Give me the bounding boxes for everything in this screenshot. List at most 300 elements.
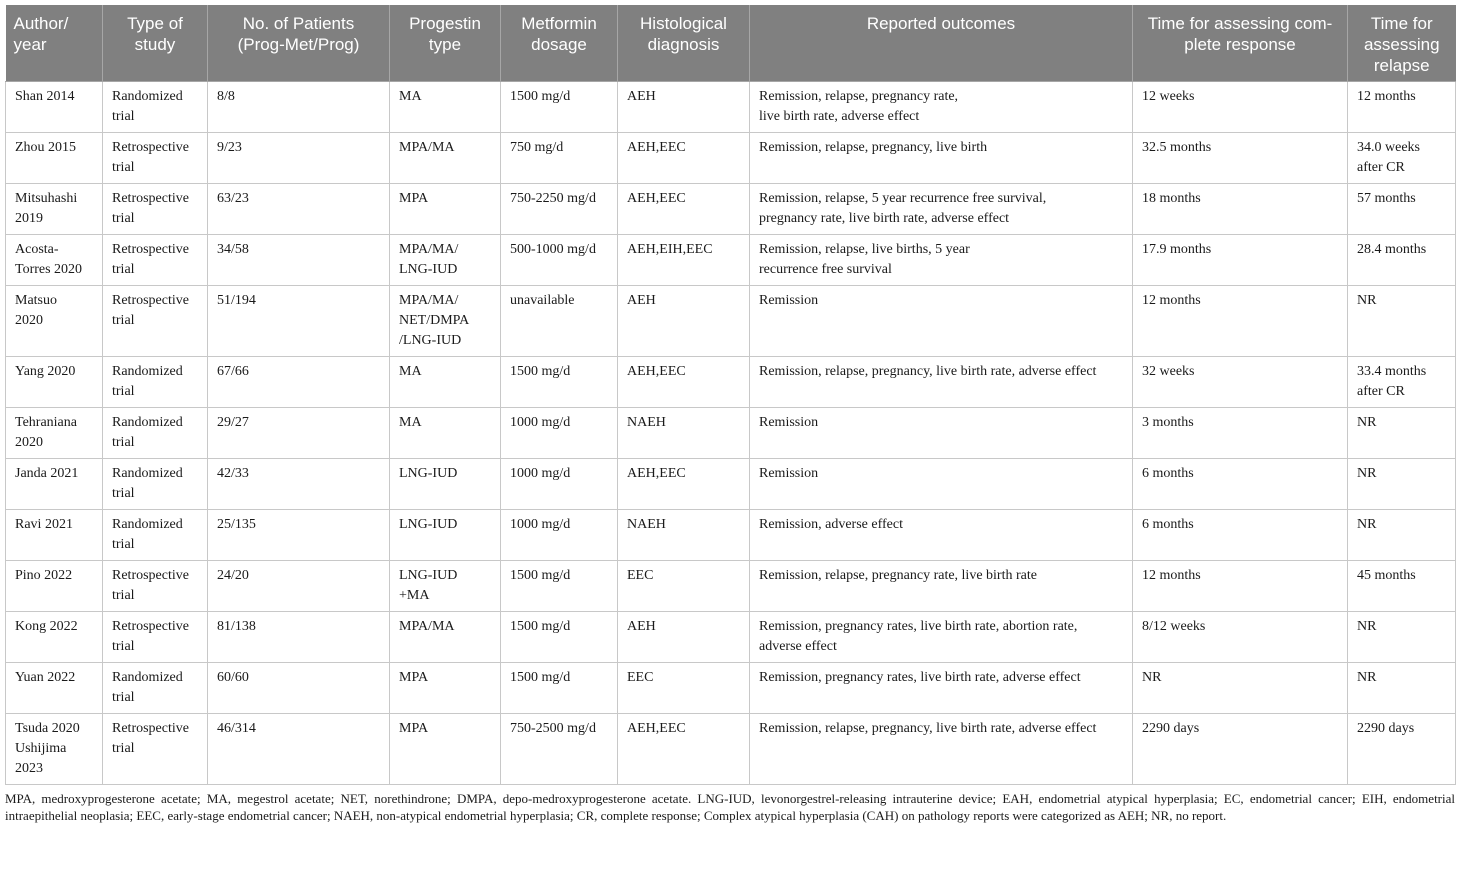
cell-text: 12 months [1142, 568, 1201, 583]
table-container [5, 5, 1455, 824]
cell-text: after CR [1357, 160, 1405, 175]
cell-text: Remission, relapse, pregnancy, live birth rate, adverse effect [759, 364, 1097, 379]
cell-text: MPA/MA [399, 140, 455, 155]
cell-text: Randomized [112, 466, 183, 481]
cell-text: NET/DMPA [399, 313, 470, 328]
column-header [750, 5, 1133, 82]
table-cell [618, 714, 750, 785]
table-row [6, 663, 1456, 714]
cell-text: 12 weeks [1142, 89, 1195, 104]
cell-text: Remission [759, 293, 819, 308]
column-header [501, 5, 618, 82]
table-cell [390, 714, 501, 785]
cell-text: 33.4 months [1357, 364, 1427, 379]
table-cell [501, 286, 618, 357]
column-header-line: Reported outcomes [866, 14, 1016, 33]
table-cell [1133, 286, 1348, 357]
table-cell [1348, 561, 1456, 612]
header-row [6, 5, 1456, 82]
table-cell [501, 184, 618, 235]
column-header-line: Type of [127, 14, 183, 33]
table-cell [208, 184, 390, 235]
cell-text: Remission, relapse, live births, 5 year [759, 242, 970, 257]
table-cell [103, 510, 208, 561]
column-header-line: Time for assessing com- [1147, 14, 1333, 33]
table-cell [750, 663, 1133, 714]
column-header-line: plete response [1184, 35, 1296, 54]
table-cell [1133, 459, 1348, 510]
cell-text: Remission [759, 466, 819, 481]
table-cell [618, 286, 750, 357]
table-row [6, 561, 1456, 612]
cell-text: Yang 2020 [15, 364, 76, 379]
cell-text: LNG-IUD [399, 568, 458, 583]
table-cell [390, 82, 501, 133]
table-cell [750, 184, 1133, 235]
cell-text: AEH [627, 293, 656, 308]
column-header-line: year [13, 35, 47, 54]
table-row [6, 184, 1456, 235]
column-header-line: Histological [640, 14, 727, 33]
table-cell [618, 133, 750, 184]
cell-text: 6 months [1142, 517, 1194, 532]
cell-text: MA [399, 415, 422, 430]
table-cell [208, 286, 390, 357]
cell-text: Tsuda 2020 [15, 721, 80, 736]
cell-text: +MA [399, 588, 430, 603]
cell-text: trial [112, 639, 135, 654]
column-header [6, 5, 103, 82]
cell-text: MPA [399, 670, 429, 685]
table-cell [750, 561, 1133, 612]
cell-text: Retrospective [112, 721, 189, 736]
table-cell [1348, 408, 1456, 459]
column-header-line: diagnosis [647, 35, 720, 54]
table-cell [1348, 235, 1456, 286]
table-cell [750, 459, 1133, 510]
table-row [6, 286, 1456, 357]
cell-text: Randomized [112, 364, 183, 379]
cell-text: 2020 [15, 435, 43, 450]
cell-text: 32 weeks [1142, 364, 1195, 379]
column-header [103, 5, 208, 82]
table-cell [618, 357, 750, 408]
cell-text: 81/138 [217, 619, 256, 634]
cell-text: NAEH [627, 517, 666, 532]
table-cell [750, 510, 1133, 561]
table-cell [1133, 510, 1348, 561]
cell-text: NR [1357, 670, 1377, 685]
table-cell [6, 714, 103, 785]
table-row [6, 235, 1456, 286]
cell-text: AEH,EEC [627, 140, 686, 155]
table-cell [1133, 408, 1348, 459]
cell-text: 2290 days [1142, 721, 1200, 736]
cell-text: AEH,EIH,EEC [627, 242, 713, 257]
cell-text: LNG-IUD [399, 466, 458, 481]
cell-text: Randomized [112, 89, 183, 104]
column-header [208, 5, 390, 82]
table-cell [501, 408, 618, 459]
cell-text: AEH [627, 619, 656, 634]
column-header-line: dosage [531, 35, 587, 54]
cell-text: Pino 2022 [15, 568, 73, 583]
table-cell [103, 561, 208, 612]
column-header-line: assessing [1363, 35, 1440, 54]
cell-text: 60/60 [217, 670, 249, 685]
cell-text: AEH [627, 89, 656, 104]
cell-text: 25/135 [217, 517, 256, 532]
table-cell [103, 82, 208, 133]
cell-text: trial [112, 588, 135, 603]
cell-text: Retrospective [112, 619, 189, 634]
table-cell [1133, 235, 1348, 286]
cell-text: 2019 [15, 211, 43, 226]
cell-text: trial [112, 109, 135, 124]
cell-text: Remission, relapse, pregnancy, live birth rate, adverse effect [759, 721, 1097, 736]
table-cell [501, 133, 618, 184]
cell-text: Ravi 2021 [15, 517, 73, 532]
table-cell [103, 714, 208, 785]
table-cell [750, 286, 1133, 357]
cell-text: 24/20 [217, 568, 249, 583]
column-header-line: Progestin [409, 14, 481, 33]
table-cell [618, 235, 750, 286]
cell-text: Remission, pregnancy rates, live birth rate, abortion rate, [759, 619, 1078, 634]
table-cell [750, 357, 1133, 408]
cell-text: 63/23 [217, 191, 249, 206]
table-cell [390, 286, 501, 357]
cell-text: 750 mg/d [510, 140, 564, 155]
table-cell [390, 459, 501, 510]
column-header-line: (Prog-Met/Prog) [237, 35, 360, 54]
column-header [618, 5, 750, 82]
cell-text: 18 months [1142, 191, 1201, 206]
cell-text: 750-2500 mg/d [510, 721, 596, 736]
cell-text: Mitsuhashi [15, 191, 78, 206]
table-cell [1348, 612, 1456, 663]
table-cell [6, 82, 103, 133]
table-cell [618, 510, 750, 561]
column-header-line: study [134, 35, 176, 54]
column-header [390, 5, 501, 82]
cell-text: 67/66 [217, 364, 249, 379]
cell-text: 9/23 [217, 140, 242, 155]
cell-text: Retrospective [112, 140, 189, 155]
table-cell [1133, 357, 1348, 408]
table-cell [390, 184, 501, 235]
cell-text: Retrospective [112, 242, 189, 257]
cell-text: trial [112, 690, 135, 705]
table-row [6, 459, 1456, 510]
cell-text: MPA [399, 721, 429, 736]
cell-text: 8/8 [217, 89, 235, 104]
cell-text: 42/33 [217, 466, 249, 481]
table-cell [6, 612, 103, 663]
cell-text: LNG-IUD [399, 517, 458, 532]
table-row [6, 133, 1456, 184]
cell-text: Acosta- [15, 242, 59, 257]
table-cell [750, 82, 1133, 133]
cell-text: unavailable [510, 293, 575, 308]
cell-text: AEH,EEC [627, 364, 686, 379]
cell-text: Remission, relapse, pregnancy, live birth [759, 140, 988, 155]
table-cell [6, 235, 103, 286]
table-cell [750, 235, 1133, 286]
cell-text: 2020 [15, 313, 43, 328]
table-cell [6, 184, 103, 235]
cell-text: Zhou 2015 [15, 140, 77, 155]
table-row [6, 82, 1456, 133]
cell-text: trial [112, 211, 135, 226]
table-cell [390, 612, 501, 663]
column-header [1133, 5, 1348, 82]
table-row [6, 510, 1456, 561]
cell-text: AEH,EEC [627, 466, 686, 481]
cell-text: trial [112, 262, 135, 277]
column-header-line: No. of Patients [242, 14, 355, 33]
cell-text: /LNG-IUD [399, 333, 462, 348]
table-cell [618, 663, 750, 714]
column-header-line: Author/ [13, 14, 69, 33]
table-cell [501, 612, 618, 663]
cell-text: NR [1357, 415, 1377, 430]
cell-text: 12 months [1357, 89, 1416, 104]
cell-text: trial [112, 435, 135, 450]
studies-table [5, 5, 1456, 785]
table-row [6, 714, 1456, 785]
cell-text: Remission [759, 415, 819, 430]
cell-text: Randomized [112, 517, 183, 532]
cell-text: Tehraniana [15, 415, 77, 430]
table-cell [1348, 510, 1456, 561]
cell-text: Ushijima [15, 741, 67, 756]
table-cell [618, 82, 750, 133]
cell-text: trial [112, 384, 135, 399]
table-cell [1133, 663, 1348, 714]
cell-text: MPA/MA/ [399, 242, 459, 257]
table-cell [103, 184, 208, 235]
table-cell [501, 510, 618, 561]
column-header-line: type [428, 35, 462, 54]
cell-text: adverse effect [759, 639, 837, 654]
column-header-line: relapse [1373, 56, 1430, 75]
table-cell [1348, 82, 1456, 133]
cell-text: 34/58 [217, 242, 249, 257]
table-cell [208, 663, 390, 714]
cell-text: 32.5 months [1142, 140, 1212, 155]
cell-text: 750-2250 mg/d [510, 191, 596, 206]
cell-text: trial [112, 741, 135, 756]
table-cell [103, 612, 208, 663]
cell-text: 1500 mg/d [510, 670, 571, 685]
cell-text: NR [1357, 466, 1377, 481]
cell-text: Remission, relapse, 5 year recurrence free survival, [759, 191, 1047, 206]
table-cell [6, 561, 103, 612]
table-cell [1133, 561, 1348, 612]
table-cell [6, 286, 103, 357]
table-cell [501, 663, 618, 714]
cell-text: 1000 mg/d [510, 517, 571, 532]
column-header-line: Metformin [521, 14, 597, 33]
table-cell [390, 357, 501, 408]
cell-text: 29/27 [217, 415, 249, 430]
table-cell [1133, 612, 1348, 663]
cell-text: 12 months [1142, 293, 1201, 308]
table-cell [208, 612, 390, 663]
table-cell [1348, 184, 1456, 235]
cell-text: NAEH [627, 415, 666, 430]
cell-text: Retrospective [112, 568, 189, 583]
cell-text: after CR [1357, 384, 1405, 399]
table-cell [618, 612, 750, 663]
cell-text: Kong 2022 [15, 619, 78, 634]
cell-text: Retrospective [112, 293, 189, 308]
cell-text: EEC [627, 568, 654, 583]
cell-text: MA [399, 364, 422, 379]
table-cell [208, 133, 390, 184]
cell-text: Janda 2021 [15, 466, 79, 481]
cell-text: MPA/MA/ [399, 293, 459, 308]
table-body [6, 82, 1456, 785]
cell-text: Shan 2014 [15, 89, 75, 104]
cell-text: Remission, pregnancy rates, live birth rate, adverse effect [759, 670, 1081, 685]
cell-text: 34.0 weeks [1357, 140, 1420, 155]
table-cell [390, 510, 501, 561]
cell-text: Remission, relapse, pregnancy rate, [759, 89, 959, 104]
table-cell [208, 82, 390, 133]
table-cell [103, 357, 208, 408]
table-cell [1348, 133, 1456, 184]
table-cell [208, 561, 390, 612]
table-cell [6, 459, 103, 510]
cell-text: Remission, relapse, pregnancy rate, live birth rate [759, 568, 1037, 583]
cell-text: 57 months [1357, 191, 1416, 206]
table-cell [1133, 714, 1348, 785]
table-cell [501, 561, 618, 612]
cell-text: pregnancy rate, live birth rate, adverse effect [759, 211, 1010, 226]
table-cell [208, 459, 390, 510]
cell-text: Torres 2020 [15, 262, 83, 277]
table-footnote: MPA, medroxyprogesterone acetate; MA, megestrol acetate; NET, norethindrone; DMPA, depo-medroxyprogesterone acetate. LNG-IUD, levonorgestrel-releasing intrauterine device; EAH, endometrial atypical hyperplasia; EC, endometrial cancer; EIH, endometrial intraepithelial neoplasia; EEC, early-stage endometrial cancer; NAEH, non-atypical endometrial hyperplasia; CR, complete response; Complex atypical hyperplasia (CAH) on pathology reports were categorized as AEH; NR, no report. [5, 791, 1455, 823]
cell-text: trial [112, 537, 135, 552]
cell-text: Randomized [112, 415, 183, 430]
table-cell [750, 408, 1133, 459]
cell-text: 6 months [1142, 466, 1194, 481]
table-row [6, 408, 1456, 459]
cell-text: 28.4 months [1357, 242, 1427, 257]
table-cell [208, 510, 390, 561]
table-cell [208, 235, 390, 286]
cell-text: 1500 mg/d [510, 89, 571, 104]
column-header-line: Time for [1370, 14, 1433, 33]
cell-text: Randomized [112, 670, 183, 685]
table-cell [6, 663, 103, 714]
table-row [6, 612, 1456, 663]
table-cell [103, 235, 208, 286]
cell-text: NR [1142, 670, 1162, 685]
cell-text: live birth rate, adverse effect [759, 109, 920, 124]
table-cell [6, 408, 103, 459]
table-cell [208, 714, 390, 785]
cell-text: MPA/MA [399, 619, 455, 634]
table-cell [1348, 663, 1456, 714]
cell-text: recurrence free survival [759, 262, 892, 277]
cell-text: 2290 days [1357, 721, 1415, 736]
table-cell [1348, 286, 1456, 357]
cell-text: Yuan 2022 [15, 670, 76, 685]
table-cell [390, 133, 501, 184]
table-cell [501, 459, 618, 510]
cell-text: 500-1000 mg/d [510, 242, 596, 257]
table-cell [6, 133, 103, 184]
cell-text: 17.9 months [1142, 242, 1212, 257]
table-cell [208, 408, 390, 459]
table-cell [501, 357, 618, 408]
table-cell [6, 357, 103, 408]
table-cell [750, 133, 1133, 184]
table-cell [103, 133, 208, 184]
cell-text: Retrospective [112, 191, 189, 206]
table-cell [618, 459, 750, 510]
table-cell [103, 408, 208, 459]
cell-text: NR [1357, 619, 1377, 634]
cell-text: EEC [627, 670, 654, 685]
cell-text: NR [1357, 293, 1377, 308]
cell-text: 51/194 [217, 293, 256, 308]
cell-text: MA [399, 89, 422, 104]
table-cell [618, 184, 750, 235]
table-cell [501, 82, 618, 133]
table-cell [501, 235, 618, 286]
table-cell [103, 286, 208, 357]
table-cell [501, 714, 618, 785]
table-row [6, 357, 1456, 408]
table-cell [390, 235, 501, 286]
cell-text: MPA [399, 191, 429, 206]
table-cell [750, 714, 1133, 785]
cell-text: 45 months [1357, 568, 1416, 583]
cell-text: trial [112, 160, 135, 175]
cell-text: 8/12 weeks [1142, 619, 1206, 634]
cell-text: Matsuo [15, 293, 57, 308]
cell-text: trial [112, 313, 135, 328]
table-cell [618, 561, 750, 612]
cell-text: 1000 mg/d [510, 466, 571, 481]
cell-text: AEH,EEC [627, 191, 686, 206]
cell-text: 46/314 [217, 721, 256, 736]
cell-text: 3 months [1142, 415, 1194, 430]
cell-text: LNG-IUD [399, 262, 458, 277]
table-cell [1348, 714, 1456, 785]
cell-text: NR [1357, 517, 1377, 532]
cell-text: 1500 mg/d [510, 568, 571, 583]
cell-text: 1000 mg/d [510, 415, 571, 430]
table-cell [750, 612, 1133, 663]
table-cell [6, 510, 103, 561]
cell-text: Remission, adverse effect [759, 517, 903, 532]
table-cell [1133, 184, 1348, 235]
table-cell [390, 663, 501, 714]
column-header [1348, 5, 1456, 82]
table-cell [208, 357, 390, 408]
table-cell [390, 408, 501, 459]
table-cell [1133, 82, 1348, 133]
cell-text: 1500 mg/d [510, 364, 571, 379]
cell-text: trial [112, 486, 135, 501]
table-cell [618, 408, 750, 459]
cell-text: 2023 [15, 761, 43, 776]
